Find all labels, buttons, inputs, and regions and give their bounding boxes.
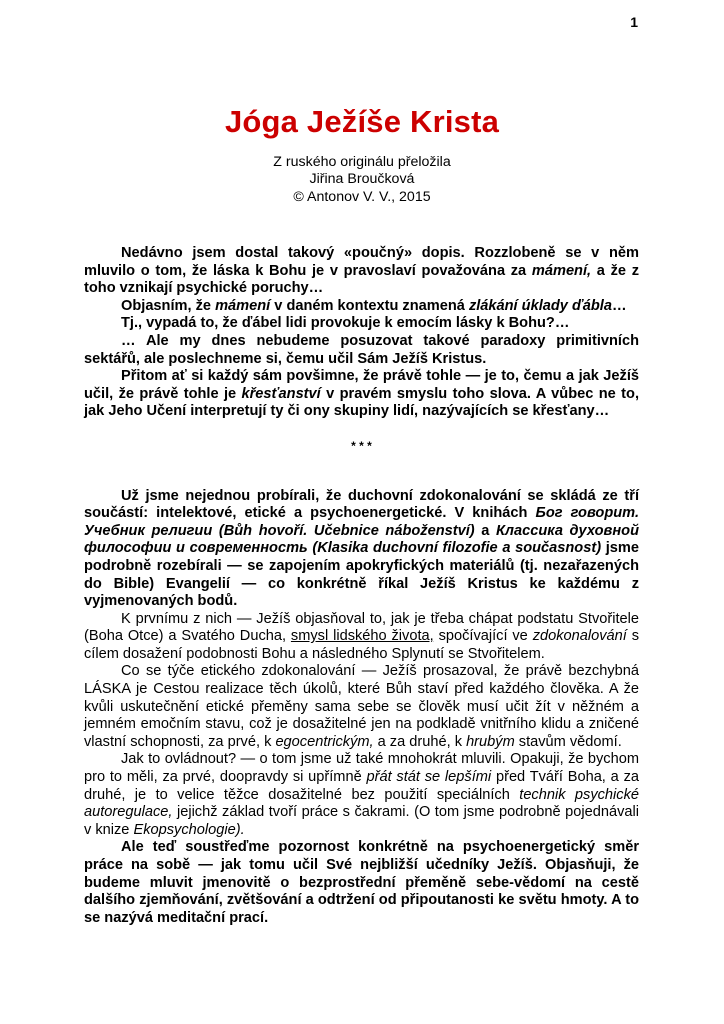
- subtitle-block: [0, 154, 724, 206]
- book-title: Бог говорит. Учебник религии (Bůh hovoří. Učebnice náboženství): [84, 505, 639, 539]
- body-text: [84, 245, 639, 927]
- paragraph: Tj., vypadá to, že ďábel lidi provokuje k emocím lásky k Bohu?…: [121, 315, 570, 332]
- translator-note: Z ruského originálu přeložila: [273, 154, 451, 170]
- page-number: 1: [630, 14, 638, 30]
- underlined-phrase: smysl lidského života,: [290, 628, 434, 645]
- book-title: Классика духовной философии и современность (Klasika duchovní filozofie a současnost): [84, 522, 639, 557]
- paragraph: Nedávno jsem dostal takový «poučný» dopis. Rozzlobeně se v něm mluvilo o tom, že láska k Bohu je v pravoslaví považována za mámení, a že z toho vznikají psychické poruchy…: [84, 245, 639, 297]
- paragraph: Přitom ať si každý sám povšimne, že právě tohle — je to, čemu a jak Ježíš učil, že právě tohle je křesťanství v pravém smyslu toho slova. A vůbec ne to, jak Jeho Učení interpretují ty či ony skupiny lidí, nazývajících se křesťany…: [84, 368, 639, 420]
- paragraph: Už jsme nejednou probírali, že duchovní zdokonalování se skládá ze tří součástí: intelektové, etické a psychoenergetické. V knihách Бог говорит. Учебник религии (Bůh hovoří. Učebnice náboženství) a Классика духовной философии и современность (Klasika duchovní filozofie a současnost) jsme podrobně rozebírali — se zapojením apokryfických materiálů (tj. nezařazených do Bible) Evangelií — co konkrétně říkal Ježíš Kristus ke každému z vyjmenovaných bodů.: [84, 487, 639, 610]
- paragraph: Jak to ovládnout? — o tom jsme už také mnohokrát mluvili. Opakuji, že bychom pro to měli, za prvé, doopravdy si upřímně přát stát se lepšími před Tváří Boha, a za druhé, je to velice těžce dosažitelné bez použití speciálních technik psychické autoregulace, jejichž základ tvoří práce s čakrami. (O tom jsme podrobně pojednávali v knize Ekopsychologie).: [84, 751, 640, 838]
- paragraph: … Ale my dnes nebudeme posuzovat takové paradoxy primitivních sektářů, ale poslechneme si, čemu učil Sám Ježíš Kristus.: [84, 332, 639, 367]
- paragraph: K prvnímu z nich — Ježíš objasňoval to, jak je třeba chápat podstatu Stvořitele (Boha Otce) a Svatého Ducha, smysl lidského života, spočívající ve zdokonalování s cílem dosažení podobnosti Bohu a následného Splynutí se Stvořitelem.: [84, 610, 639, 662]
- section-separator: * * *: [351, 438, 372, 453]
- translator-name: Jiřina Broučková: [309, 171, 415, 188]
- page-title: Jóga Ježíše Krista: [224, 104, 500, 139]
- copyright-line: © Antonov V. V., 2015: [293, 188, 431, 205]
- paragraph: Co se týče etického zdokonalování — Ježíš prosazoval, že právě bezchybná LÁSKA je Cestou realizace těch úkolů, které Bůh staví před každého člověka. A že kvůli uskutečnění etické přeměny sama sebe se člověk musí učit žít v něžném a jemném emočním stavu, což je dosažitelné jen na podkladě vnitřního klidu a zničené vlastní schopnosti, za prvé, k egocentrickým, a za druhé, k hrubým stavům vědomí.: [84, 663, 639, 750]
- paragraph: Ale teď soustřeďme pozornost konkrétně na psychoenergetický směr práce na sobě — jak tomu učil Své nejbližší učedníky Ježíš. Objasňuji, že budeme mluvit jmenovitě o bezprostřední přeměně sebe-vědomí na cestě dalšího zjemňování, zvětšování a odtržení od připoutanosti ke světu hmoty. A to se nazývá meditační prací.: [84, 839, 639, 926]
- paragraph: Objasním, že mámení v daném kontextu znamená zlákání úklady ďábla…: [121, 297, 627, 314]
